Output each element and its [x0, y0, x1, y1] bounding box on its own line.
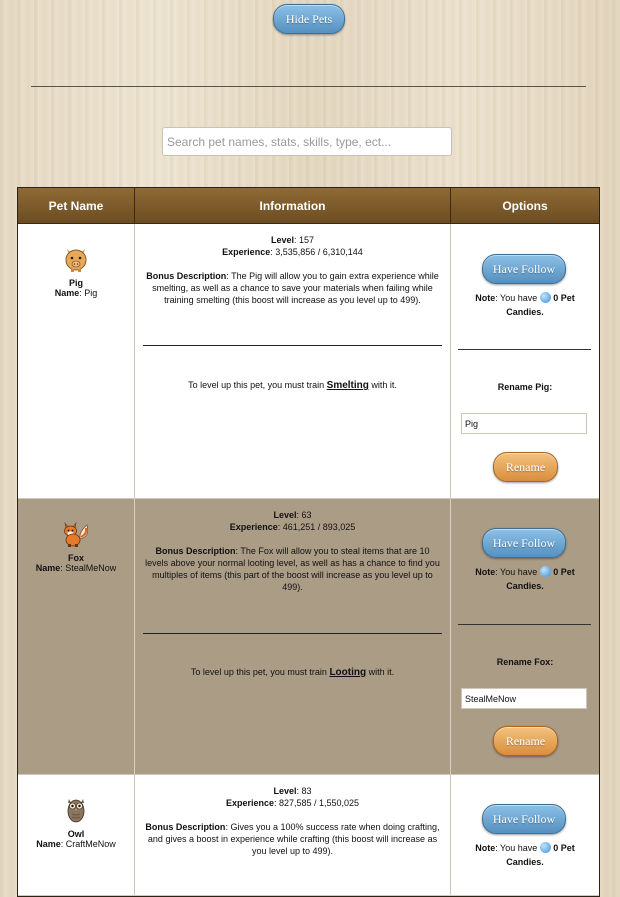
- info-divider: [143, 345, 442, 346]
- candy-icon: [540, 842, 551, 853]
- fox-icon: [60, 517, 92, 549]
- table-row: [18, 775, 599, 896]
- pet-name-line: Name: CraftMeNow: [36, 839, 116, 849]
- divider-line: [31, 86, 586, 87]
- candy-icon: [540, 566, 551, 577]
- pet-name-cell: [18, 224, 135, 498]
- pet-options-cell: [451, 224, 599, 498]
- owl-icon: [60, 793, 92, 825]
- candy-note: Note: You have 0 Pet Candies.: [475, 567, 575, 591]
- rename-button[interactable]: Rename: [493, 452, 558, 482]
- hide-pets-button[interactable]: Hide Pets: [273, 4, 345, 34]
- candy-note: Note: You have 0 Pet Candies.: [475, 293, 575, 317]
- pet-name-line: Name: StealMeNow: [35, 563, 117, 573]
- header-options: Options: [502, 198, 548, 213]
- search-input[interactable]: Search pet names, stats, skills, type, ect...: [162, 127, 452, 156]
- level-line: Level: 83: [273, 786, 312, 796]
- rename-button[interactable]: Rename: [493, 726, 558, 756]
- training-requirement: To level up this pet, you must train Smelting with it.: [188, 380, 397, 391]
- pet-info-cell: [135, 775, 451, 895]
- bonus-description: Bonus Description: Gives you a 100% success rate when doing crafting, and gives a boost in experience while crafting (this boost will increase as you level up to 499).: [145, 822, 440, 856]
- rename-label: Rename Pig:: [497, 382, 553, 392]
- pet-options-cell: [451, 775, 599, 895]
- bonus-description: Bonus Description: The Fox will allow you to steal items that are 10 levels above your normal looting level, as well as has a chance to find you multiples of items (this part of the boost will increase as you level up to 499).: [145, 546, 440, 592]
- pet-info-cell: [135, 499, 451, 774]
- pet-options-cell: [451, 499, 599, 774]
- skill-link[interactable]: Smelting: [326, 380, 369, 391]
- level-line: Level: 157: [270, 235, 315, 245]
- options-divider: [458, 624, 591, 625]
- candy-note: Note: You have 0 Pet Candies.: [475, 843, 575, 867]
- info-divider: [143, 633, 442, 634]
- level-line: Level: 63: [273, 510, 312, 520]
- table-header: [18, 188, 599, 224]
- pet-type: Pig: [68, 278, 83, 288]
- pet-name-cell: [18, 775, 135, 895]
- header-information: Information: [135, 188, 451, 223]
- pets-table: [17, 187, 600, 897]
- experience-line: Experience: 3,535,856 / 6,310,144: [222, 247, 363, 257]
- rename-label: Rename Fox:: [496, 657, 554, 667]
- header-pet-name: Pet Name: [18, 188, 135, 223]
- candy-icon: [540, 292, 551, 303]
- rename-input[interactable]: StealMeNow: [461, 688, 587, 709]
- experience-line: Experience: 461,251 / 893,025: [229, 522, 356, 532]
- have-follow-button[interactable]: Have Follow: [482, 254, 566, 284]
- table-row: [18, 499, 599, 775]
- options-divider: [458, 349, 591, 350]
- experience-line: Experience: 827,585 / 1,550,025: [225, 798, 360, 808]
- table-row: [18, 224, 599, 499]
- pet-type: Fox: [67, 553, 84, 563]
- pet-name-line: Name: Pig: [54, 288, 98, 298]
- pet-name-cell: [18, 499, 135, 774]
- have-follow-button[interactable]: Have Follow: [482, 528, 566, 558]
- pig-icon: [60, 242, 92, 274]
- pet-info-cell: [135, 224, 451, 498]
- pet-type: Owl: [67, 829, 85, 839]
- training-requirement: To level up this pet, you must train Looting with it.: [190, 667, 395, 678]
- skill-link[interactable]: Looting: [329, 667, 367, 678]
- rename-input[interactable]: Pig: [461, 413, 587, 434]
- bonus-description: Bonus Description: The Pig will allow you to gain extra experience while smelting, as well as a chance to save your materials when failing while training smelting (this boost will increase as you level up to 499).: [146, 271, 439, 305]
- have-follow-button[interactable]: Have Follow: [482, 804, 566, 834]
